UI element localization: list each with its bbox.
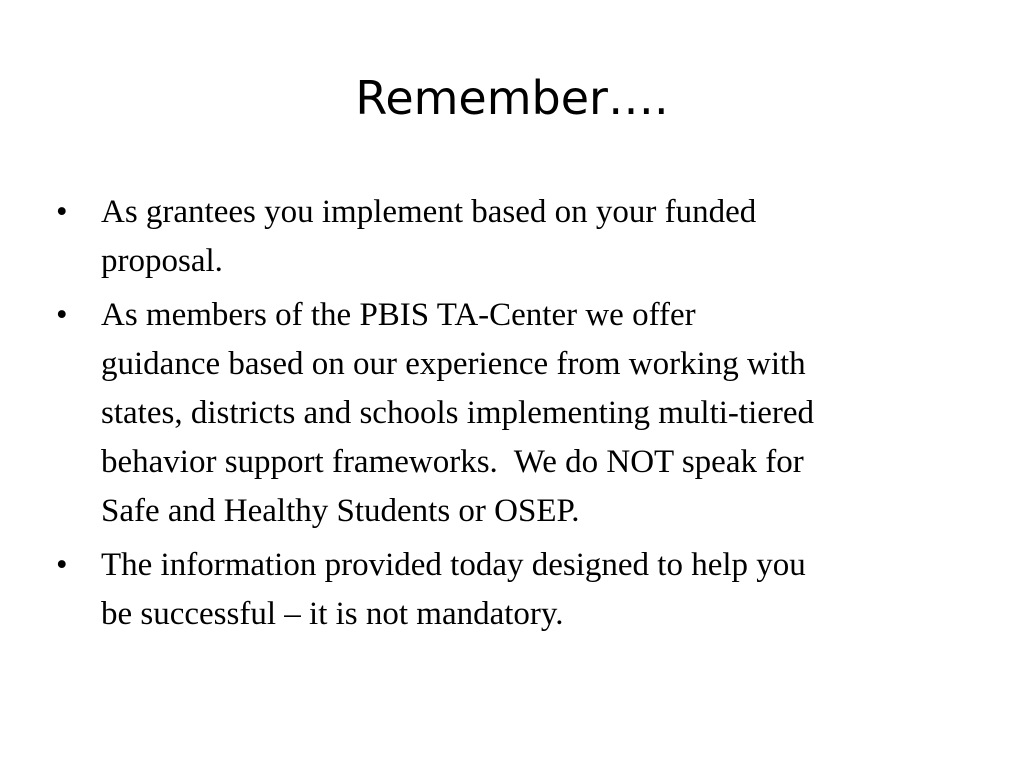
bullet-line: As grantees you implement based on your funded xyxy=(101,194,757,230)
bullet-icon: • xyxy=(56,194,68,230)
bullet-line: guidance based on our experience from working with xyxy=(101,346,806,382)
bullet-line: be successful – it is not mandatory. xyxy=(101,596,564,632)
bullet-item xyxy=(56,541,976,639)
bullet-item xyxy=(56,188,976,286)
bullet-list xyxy=(56,188,976,644)
bullet-line: Safe and Healthy Students or OSEP. xyxy=(101,493,580,529)
slide-title: Remember…. xyxy=(355,71,669,125)
bullet-item xyxy=(56,291,976,536)
bullet-line: states, districts and schools implementing multi-tiered xyxy=(101,395,815,431)
bullet-icon: • xyxy=(56,297,68,333)
bullet-icon: • xyxy=(56,547,68,583)
bullet-line: The information provided today designed to help you xyxy=(101,547,806,583)
bullet-line: behavior support frameworks. We do NOT speak for xyxy=(101,444,804,480)
bullet-line: As members of the PBIS TA-Center we offer xyxy=(101,297,696,333)
bullet-line: proposal. xyxy=(101,243,223,279)
